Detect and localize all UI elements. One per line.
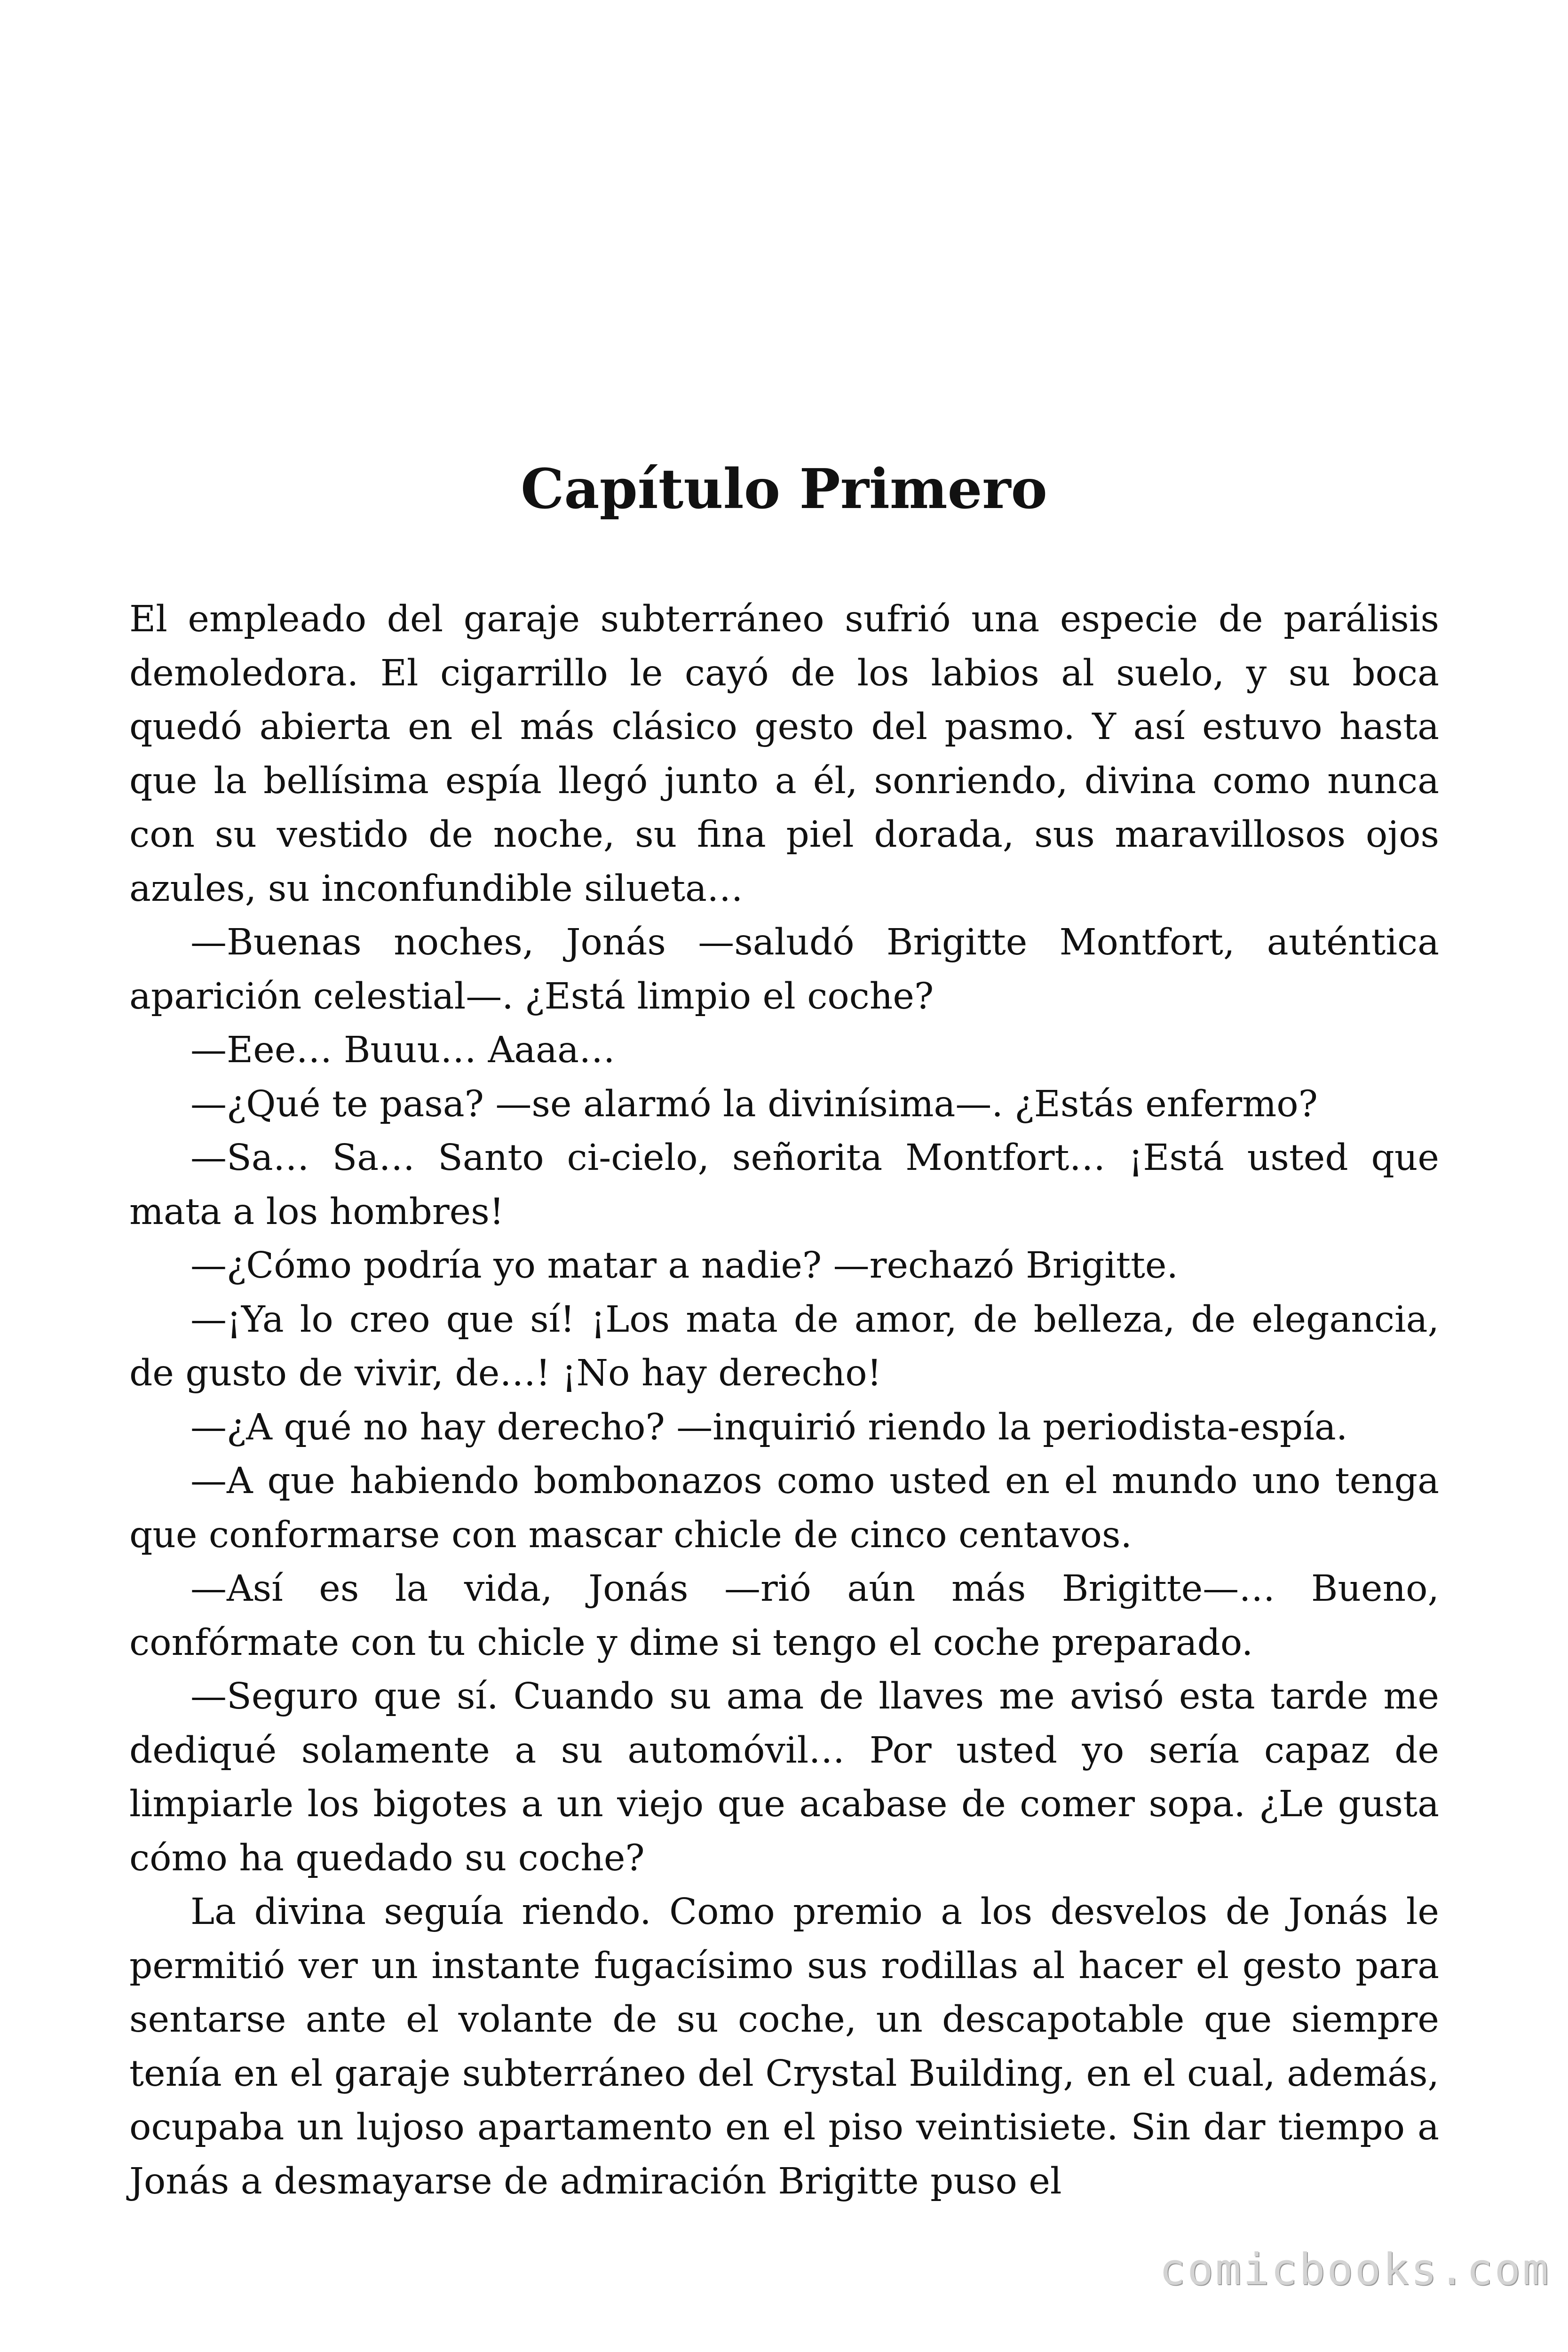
paragraph: —Seguro que sí. Cuando su ama de llaves me avisó esta tarde me dediqué solamente a su automóvil… Por usted yo sería capaz de limpiarle los bigotes a un viejo que acabase de comer sopa. ¿Le gusta cómo ha quedado su coche?	[129, 1676, 1439, 1879]
paragraph: —¿A qué no hay derecho? —inquirió riendo la periodista-espía.	[190, 1406, 1348, 1448]
paragraph: El empleado del garaje subterráneo sufrió una especie de parálisis demoledora. El cigarrillo le cayó de los labios al suelo, y su boca quedó abierta en el más clásico gesto del pasmo. Y así estuvo hasta que la bellísima espía llegó junto a él, sonriendo, divina como nunca con su vestido de noche, su fina piel dorada, sus maravillosos ojos azules, su inconfundible silueta…	[129, 598, 1439, 910]
paragraph: —Sa… Sa… Santo ci-cielo, señorita Montfort… ¡Está usted que mata a los hombres!	[129, 1137, 1439, 1233]
paragraph: —¿Cómo podría yo matar a nadie? —rechazó Brigitte.	[190, 1245, 1178, 1287]
paragraph: —Así es la vida, Jonás —rió aún más Brigitte—… Bueno, confórmate con tu chicle y dime si tengo el coche preparado.	[129, 1568, 1439, 1664]
chapter-title: Capítulo Primero	[521, 457, 1047, 521]
paragraph: —¿Qué te pasa? —se alarmó la divinísima—. ¿Estás enfermo?	[190, 1083, 1318, 1125]
paragraph: —Eee… Buuu… Aaaa…	[190, 1029, 615, 1071]
paragraph: —A que habiendo bombonazos como usted en el mundo uno tenga que conformarse con mascar chicle de cinco centavos.	[129, 1460, 1439, 1556]
paragraph: La divina seguía riendo. Como premio a los desvelos de Jonás le permitió ver un instante fugacísimo sus rodillas al hacer el gesto para sentarse ante el volante de su coche, un descapotable que siempre tenía en el garaje subterráneo del Crystal Building, en el cual, además, ocupaba un lujoso apartamento en el piso veintisiete. Sin dar tiempo a Jonás a desmayarse de admiración Brigitte puso el	[129, 1891, 1439, 2202]
chapter-body	[129, 593, 1439, 2209]
paragraph: —Buenas noches, Jonás —saludó Brigitte Montfort, auténtica aparición celestial—. ¿Está limpio el coche?	[129, 922, 1439, 1017]
watermark: comicbooks.com	[1159, 2244, 1551, 2295]
paragraph: —¡Ya lo creo que sí! ¡Los mata de amor, de belleza, de elegancia, de gusto de vivir, de…! ¡No hay derecho!	[129, 1298, 1439, 1394]
